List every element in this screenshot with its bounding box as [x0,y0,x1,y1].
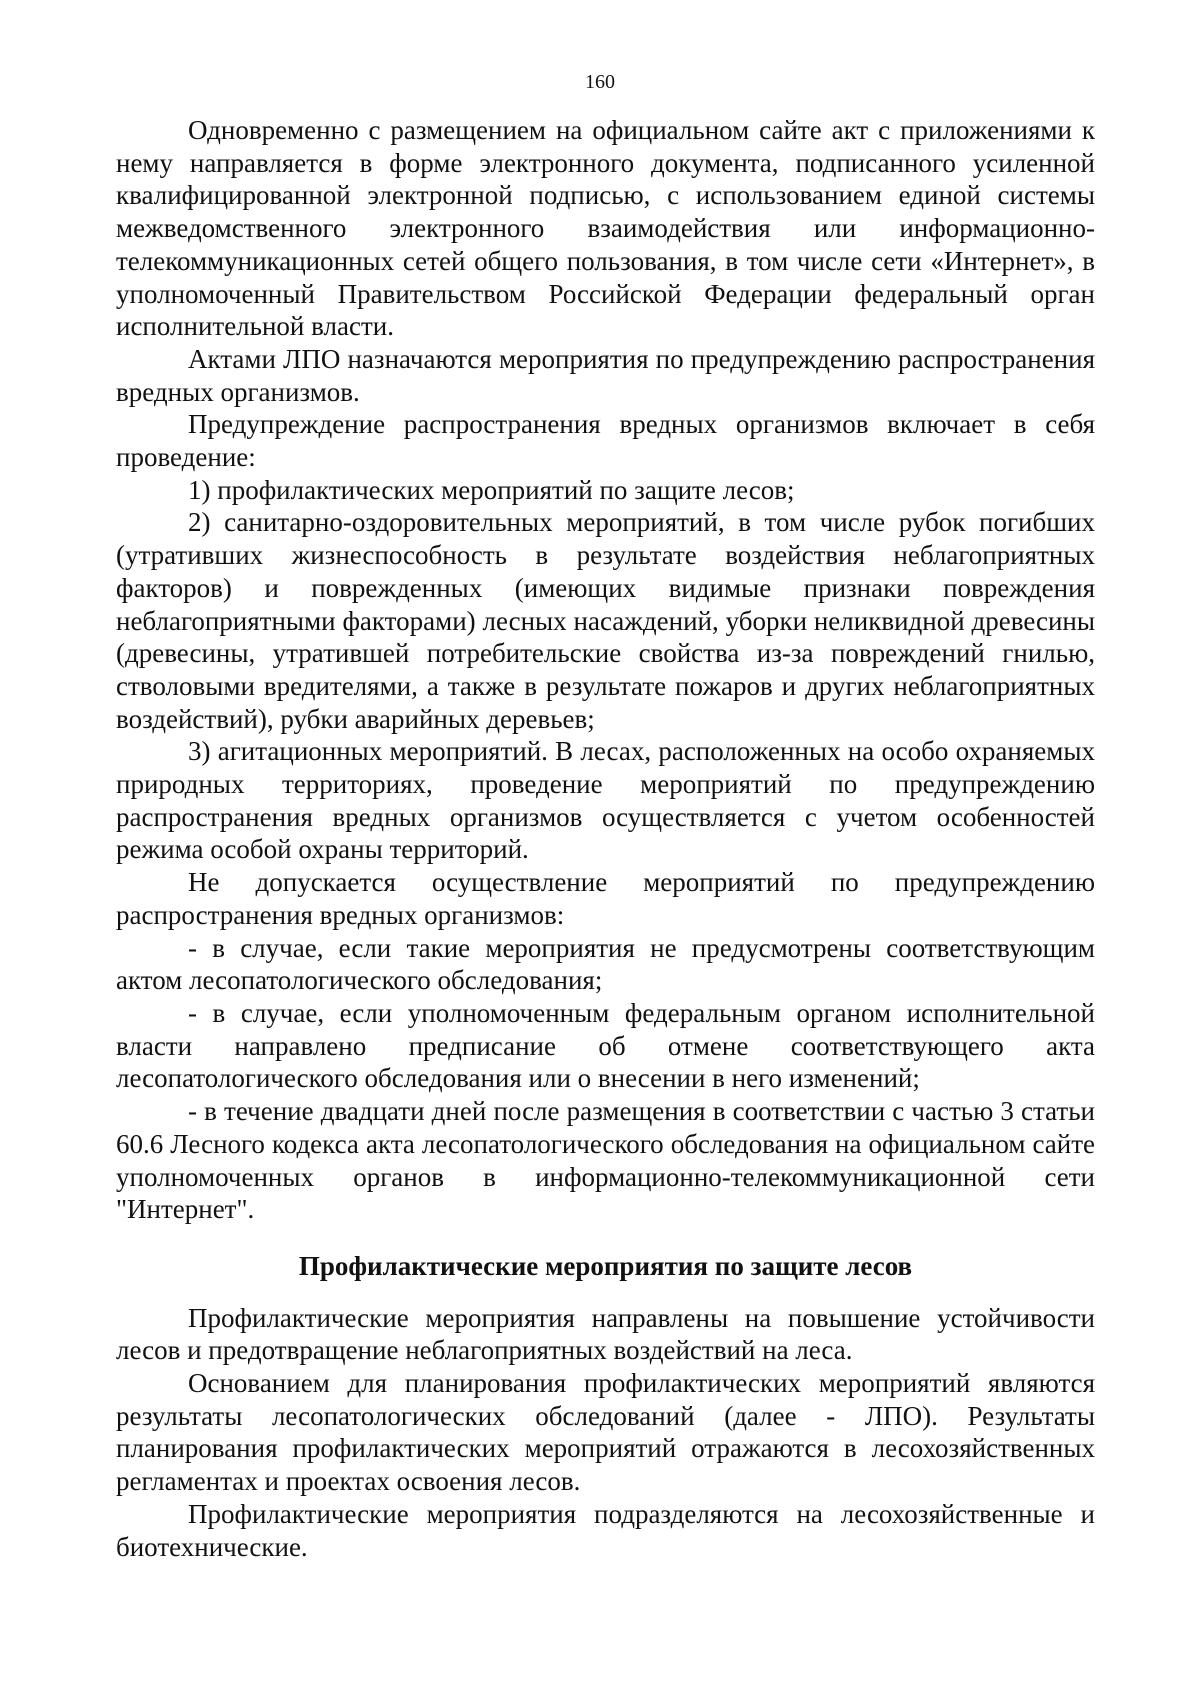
paragraph: Предупреждение распространения вредных организмов включает в себя проведение: [116,409,1095,473]
list-item: - в случае, если уполномоченным федеральным органом исполнительной власти направлено предписание об отмене соответствующего акта лесопатологического обследования или о внесении в него изменений; [116,997,1095,1094]
paragraph: Профилактические мероприятия направлены на повышение устойчивости лесов и предотвращение неблагоприятных воздействий на леса. [116,1302,1095,1366]
list-item: - в случае, если такие мероприятия не предусмотрены соответствующим актом лесопатологического обследования; [116,932,1095,996]
list-item: 1) профилактических мероприятий по защите лесов; [188,474,795,505]
section-heading: Профилактические мероприятия по защите лесов [298,1250,913,1281]
list-item: 2) санитарно-оздоровительных мероприятий, в том числе рубок погибших (утративших жизнеспособность в результате воздействия неблагоприятных факторов) и поврежденных (имеющих видимые признаки повреждения неблагоприятными факторами) лесных насаждений, уборки неликвидной древесины (древесины, утратившей потребительские свойства из-за повреждений гнилью, стволовыми вредителями, а также в результате пожаров и других неблагоприятных воздействий), рубки аварийных деревьев; [116,507,1095,734]
paragraph: Не допускается осуществление мероприятий по предупреждению распространения вредных организмов: [116,867,1095,930]
list-item: - в течение двадцати дней после размещения в соответствии с частью 3 статьи 60.6 Лесного кодекса акта лесопатологического обследования на официальном сайте уполномоченных органов в информационно-телекоммуникационной сети "Интернет". [116,1096,1095,1225]
page-number: 160 [585,71,615,93]
body-text [116,114,1095,1563]
paragraph: Актами ЛПО назначаются мероприятия по предупреждению распространения вредных организмов. [116,343,1095,407]
paragraph: Основанием для планирования профилактических мероприятий являются результаты лесопатологических обследований (далее - ЛПО). Результаты планирования профилактических мероприятий отражаются в лесохозяйственных регламентах и проектах освоения лесов. [116,1368,1095,1497]
list-item: 3) агитационных мероприятий. В лесах, расположенных на особо охраняемых природных территориях, проведение мероприятий по предупреждению распространения вредных организмов осуществляется с учетом особенностей режима особой охраны территорий. [116,736,1095,865]
paragraph: Одновременно с размещением на официальном сайте акт с приложениями к нему направляется в форме электронного документа, подписанного усиленной квалифицированной электронной подписью, с использованием единой системы межведомственного электронного взаимодействия или информационно-телекоммуникационных сетей общего пользования, в том числе сети «Интернет», в уполномоченный Правительством Российской Федерации федеральный орган исполнительной власти. [116,115,1095,342]
paragraph: Профилактические мероприятия подразделяются на лесохозяйственные и биотехнические. [116,1498,1095,1562]
